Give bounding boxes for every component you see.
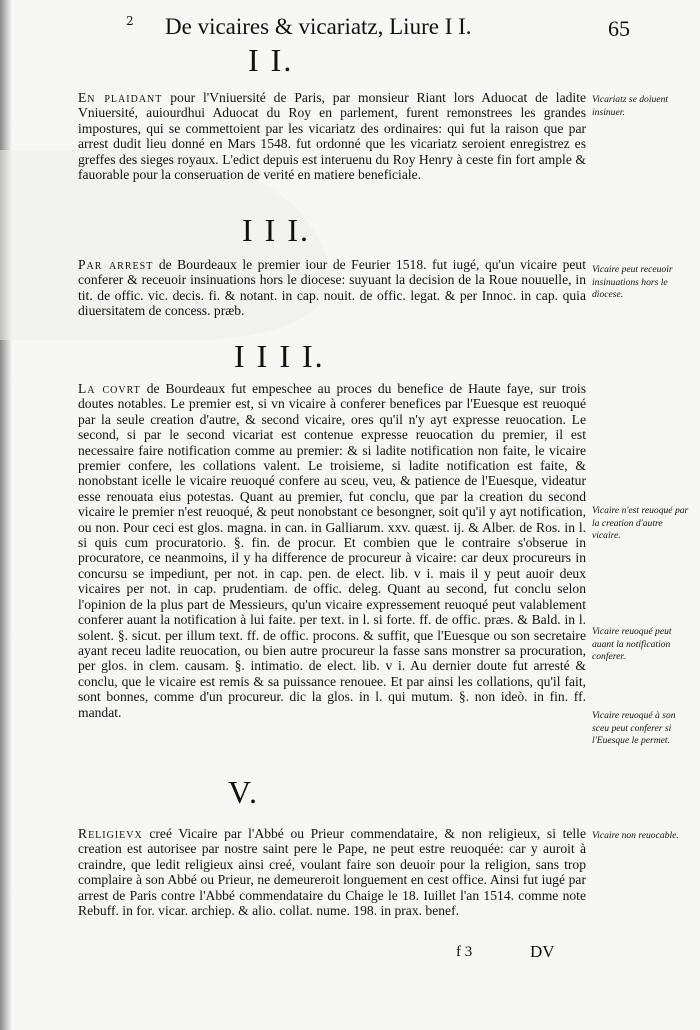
running-header [0,14,700,50]
catchword: DV [530,942,555,961]
section-lead: Religievx [78,826,143,841]
section-numeral: I I. [248,42,294,78]
margin-note: Vicaire reuoqué peut auant la notification conferer. [592,626,672,662]
folio-number: 65 [608,16,630,41]
section-numeral: I I I I. [234,338,325,374]
section-paragraph [78,826,586,918]
section-text: de Bourdeaux fut empeschee au proces du benefice de Haute faye, sur trois doutes notables. Le premier est, si vn vicaire à conferer benefices par l'Euesque est reuoqué par la seule creation d'autre, & second vicaire, ores qu'il n'y ayt expresse reuocation. Le second, si par le second vicariat est contenue expresse reuocation du premier, il est necessaire faire notification comme au premier: & si ladite notification non faite, le vicaire premier confere, les collations valent. Le troisieme, si ladite notification est faite, & nonobstant icelle le vicaire reuoqué confere au sceu, veu, & patience de l'Euesque, videatur esse renouata eius potestas. Quant au premier, fut conclu, que par la creation du second vicaire le premier n'est reuoqué, & peut nonobstant ce besongner, soit qu'il y ayt notification, ou non. Pour ceci est glos. magna. in can. in Galliarum. xxv. quæst. ij. & Alber. de Ros. in l. si quis cum procuratorio. §. fin. de procur. Et combien que le contraire s'obserue in procuratore, ce neanmoins, il y ha difference de procureur à vicaire: car deux procureurs in concursu se impediunt, per not. in cap. pen. de elect. lib. v i. mais il y peut auoir deux vicaires per not. in cap. prudentiam. de offic. deleg. Quant au second, fut conclu selon l'opinion de la plus part de Messieurs, qu'un vicaire expressement reuoqué peut valablement conferer auant la notification à lui faite. per text. in l. si forte. ff. de offic. præs. & Bald. in l. solent. §. sicut. per illum text. ff. de offic. procons. & suffit, que l'Euesque ou son secretaire ayant receu ladite reuocation, ou bien autre procureur la fasse sans monstrer sa procuration, per glos. in clem. causam. §. intimatio. de elect. lib. v i. Au dernier doute fut arresté & conclu, que le vicaire est remis & sa puissance renouee. Et par ainsi les collations, qu'il fait, sont bonnes, comme d'un procureur. dic la glos. in l. qui mutum. §. non ideò. in fin. ff. mandat. [78,381,586,720]
signature-mark: f 3 [456,944,473,960]
section-text: de Bourdeaux le premier iour de Feurier 1518. fut iugé, qu'un vicaire peut conferer & receuoir insinuations hors le diocese: suyuant la decision de la Roue nouuelle, in tit. de offic. vic. decis. fi. & notant. in cap. nouit. de offic. legat. & per Innoc. in cap. quia diuersitatem de concess. præb. [78,257,586,319]
section-paragraph [78,257,586,319]
margin-note: Vicaire reuoqué à son sceu peut conferer si l'Euesque le permet. [592,710,676,746]
margin-note: Vicaire peut receuoir insinuations hors le diocese. [592,264,673,300]
section-lead: En plaidant [78,90,163,105]
section-paragraph [78,90,586,182]
margin-note: Vicariatz se doiuent insinuer. [592,94,669,118]
section-paragraph [78,381,586,720]
margin-note: Vicaire n'est reuoqué par la creation d'autre vicaire. [592,505,689,541]
section-text: pour l'Vniuersité de Paris, par monsieur Riant lors Aduocat de ladite Vniuersité, auiourdhui Aduocat du Roy en parlement, furent remonstrees les grandes impostures, qui se commettoient par les vicariatz des ordinaires: qui fut la raison que par arrest dudit lieu donné en Mars 1548. fut ordonné que les vicariatz seroient enregistrez es greffes des sieges royaux. L'edict depuis est interuenu du Roy Henry à ceste fin fort ample & fauorable pour la conseruation de verité en matiere beneficiale. [78,90,587,183]
running-title: De vicaires & vicariatz, Liure I I. [165,14,472,39]
section-lead: Par arrest [78,257,154,272]
section-lead: La covrt [78,381,141,396]
margin-note: Vicaire non reuocable. [592,830,679,841]
section-numeral: I I I. [242,212,310,248]
section-numeral: V. [228,774,259,810]
header-mark: 2 [126,14,134,28]
section-text: creé Vicaire par l'Abbé ou Prieur commendataire, & non religieux, si telle creation est autorisee par nostre saint pere le Pape, ne peut estre reuoquée: car y auroit à craindre, que ledit religieux ainsi creé, voulant faire son deuoir pour la religion, sans trop complaire à son Abbé ou Prieur, ne demeureroit longuement en cest office. Ainsi fut iugé par arrest de Paris contre l'Abbé commendataire du Chaige le 18. Iuillet l'an 1514. comme note Rebuff. in for. vicar. archiep. & alio. collat. nume. 198. in prax. benef. [78,826,586,919]
